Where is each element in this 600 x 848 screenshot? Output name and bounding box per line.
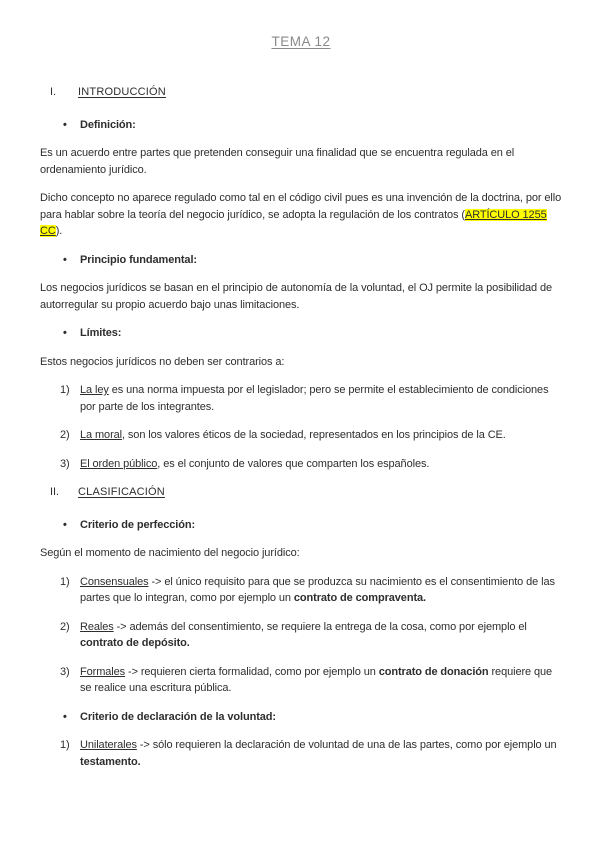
list-item <box>40 382 562 415</box>
section-number: II. <box>50 486 59 498</box>
text-run: contrato de compraventa. <box>293 592 426 604</box>
list-marker: 2) <box>60 620 70 633</box>
list-item-text <box>80 574 562 607</box>
text-run: La ley <box>80 384 109 396</box>
text-run: , es el conjunto de valores que comparten los españoles. <box>157 457 430 470</box>
section-heading <box>40 484 562 501</box>
text-run: testamento. <box>80 755 141 768</box>
text-run: Según el momento de nacimiento del negocio jurídico: <box>40 547 300 559</box>
text-run: Es un acuerdo entre partes que pretenden conseguir una finalidad que se encuentra regulada en el ordenamiento jurídico. <box>40 147 515 176</box>
list-marker: 1) <box>60 575 70 588</box>
text-run: La moral <box>80 429 122 441</box>
paragraph <box>40 145 562 178</box>
bullet-icon: • <box>63 710 67 723</box>
bullet-label: Criterio de perfección: <box>80 518 196 531</box>
text-run: contrato de donación <box>378 665 489 678</box>
text-run: -> además del consentimiento, se requiere la entrega de la cosa, como por ejemplo el <box>113 620 527 633</box>
text-run: Formales <box>80 665 126 678</box>
page-title: TEMA 12 <box>271 34 331 49</box>
list-marker: 3) <box>60 665 70 678</box>
list-marker: 1) <box>60 384 70 396</box>
list-item-text <box>80 619 562 652</box>
text-run: es una norma impuesta por el legislador; pero se permite el establecimiento de condiciones por parte de los integrantes. <box>80 384 549 413</box>
list-item-text <box>80 382 562 415</box>
paragraph <box>40 190 562 240</box>
text-run: -> el único requisito para que se produzca su nacimiento es el consentimiento de las partes que lo integran, como por ejemplo un <box>80 575 555 604</box>
text-run: Unilaterales <box>80 739 137 751</box>
highlight-run: ARTÍCULO 1255 CC <box>40 208 547 237</box>
bullet-icon: • <box>63 253 67 266</box>
bullet-icon: • <box>63 518 67 531</box>
list-item-text <box>80 737 562 770</box>
list-item <box>40 619 562 652</box>
section-number: I. <box>50 86 56 98</box>
document-body <box>40 84 562 770</box>
bullet-heading <box>40 117 562 134</box>
text-run: , son los valores éticos de la sociedad, representados en los principios de la CE. <box>122 429 506 441</box>
text-run: requiere que se realice una escritura pública. <box>80 665 553 694</box>
list-item <box>40 737 562 770</box>
list-item <box>40 427 562 444</box>
text-run: contrato de depósito. <box>80 637 190 649</box>
text-run: Consensuales <box>80 575 149 588</box>
bullet-icon: • <box>63 118 67 131</box>
bullet-label: Principio fundamental: <box>80 253 197 266</box>
bullet-label: Límites: <box>80 327 122 339</box>
list-marker: 2) <box>60 429 70 441</box>
text-run: Reales <box>80 620 114 633</box>
section-label: INTRODUCCIÓN <box>78 86 166 98</box>
text-run: El orden público <box>80 457 158 470</box>
paragraph <box>40 545 562 562</box>
section-label: CLASIFICACIÓN <box>78 486 165 498</box>
text-run: ). <box>55 225 63 237</box>
list-item <box>40 664 562 697</box>
bullet-heading <box>40 325 562 342</box>
paragraph <box>40 280 562 313</box>
list-item-text <box>80 427 562 444</box>
bullet-label: Criterio de declaración de la voluntad: <box>80 710 276 723</box>
text-run: Dicho concepto no aparece regulado como tal en el código civil pues es una invención de la doctrina, por ello para hablar sobre la teoría del negocio jurídico, se adopta la regulación de los contratos ( <box>40 192 562 221</box>
bullet-label: Definición: <box>80 118 136 131</box>
bullet-heading <box>40 517 562 534</box>
section-heading <box>40 84 562 101</box>
list-item <box>40 574 562 607</box>
text-run: Los negocios jurídicos se basan en el principio de autonomía de la voluntad, el OJ permite la posibilidad de autorregular su propio acuerdo bajo unas limitaciones. <box>40 282 553 311</box>
text-run: Estos negocios jurídicos no deben ser contrarios a: <box>40 355 285 368</box>
text-run: -> sólo requieren la declaración de voluntad de una de las partes, como por ejemplo un <box>136 739 557 751</box>
list-item <box>40 456 562 473</box>
list-marker: 3) <box>60 457 70 470</box>
list-item-text <box>80 456 562 473</box>
text-run: -> requieren cierta formalidad, como por ejemplo un <box>125 665 379 678</box>
bullet-icon: • <box>63 327 67 339</box>
bullet-heading <box>40 252 562 269</box>
bullet-heading <box>40 709 562 726</box>
list-item-text <box>80 664 562 697</box>
paragraph <box>40 354 562 371</box>
list-marker: 1) <box>60 739 70 751</box>
